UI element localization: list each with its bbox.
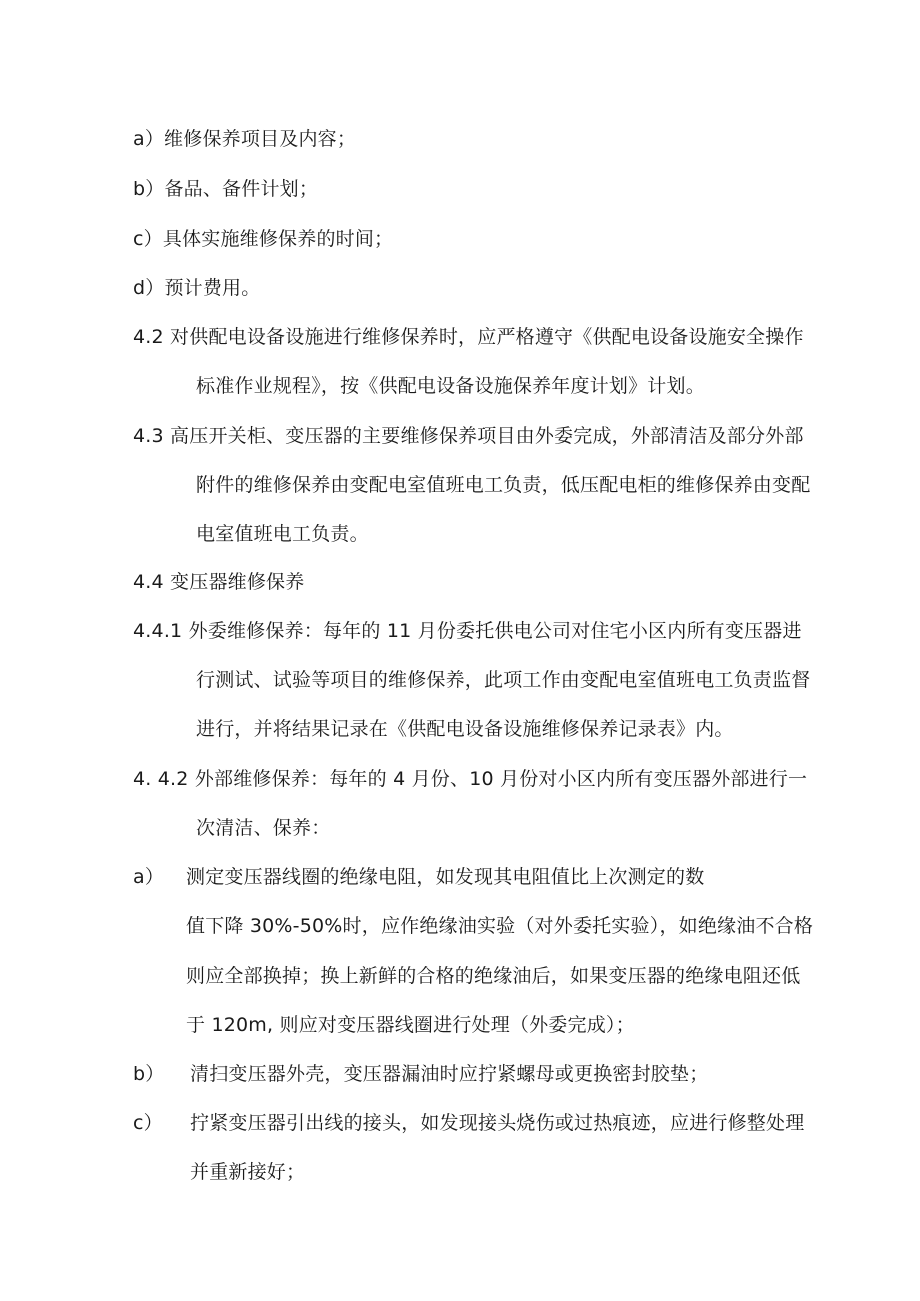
section-4-4-1-line-3: 进行，并将结果记录在《供配电设备设施维修保养记录表》内。 [196,718,734,740]
section-4-3-line-1: 4.3 高压开关柜、变压器的主要维修保养项目由外委完成，外部清洁及部分外部 [133,425,804,447]
list-item-d: d）预计费用。 [133,277,261,299]
sub-item-b-marker: b） [133,1063,165,1085]
sub-item-a-line-3: 则应全部换掉；换上新鲜的合格的绝缘油后，如果变压器的绝缘电阻还低 [186,965,801,987]
sub-item-c-line-2: 并重新接好； [190,1161,306,1183]
sub-item-c-line-1: 拧紧变压器引出线的接头，如发现接头烧伤或过热痕迹，应进行修整处理 [190,1112,805,1134]
section-4-2-line-1: 4.2 对供配电设备设施进行维修保养时，应严格遵守《供配电设备设施安全操作 [133,326,804,348]
section-4-4-heading: 4.4 变压器维修保养 [133,571,305,593]
section-4-4-2-line-1: 4. 4.2 外部维修保养：每年的 4 月份、10 月份对小区内所有变压器外部进行一 [133,768,808,790]
section-4-4-1-line-2: 行测试、试验等项目的维修保养，此项工作由变配电室值班电工负责监督 [196,669,811,691]
section-4-3-line-2: 附件的维修保养由变配电室值班电工负责，低压配电柜的维修保养由变配 [196,474,811,496]
list-item-b: b）备品、备件计划； [133,178,319,200]
list-item-a: a）维修保养项目及内容； [133,128,357,150]
section-4-4-1-line-1: 4.4.1 外委维修保养：每年的 11 月份委托供电公司对住宅小区内所有变压器进 [133,620,802,642]
list-item-c: c）具体实施维修保养的时间； [133,228,394,250]
section-4-4-2-line-2: 次清洁、保养： [196,817,331,839]
sub-item-a-line-2: 值下降 30%-50%时，应作绝缘油实验（对外委托实验），如绝缘油不合格 [186,915,814,937]
sub-item-a-line-1: 测定变压器线圈的绝缘电阻，如发现其电阻值比上次测定的数 [186,866,705,888]
sub-item-a-marker: a） [133,866,165,888]
sub-item-a-line-4: 于 120m, 则应对变压器线圈进行处理（外委完成）； [186,1014,635,1036]
section-4-3-line-3: 电室值班电工负责。 [196,523,369,545]
sub-item-c-marker: c） [133,1112,163,1134]
section-4-2-line-2: 标准作业规程》，按《供配电设备设施保养年度计划》计划。 [196,375,705,397]
sub-item-b-line-1: 清扫变压器外壳，变压器漏油时应拧紧螺母或更换密封胶垫； [190,1063,709,1085]
